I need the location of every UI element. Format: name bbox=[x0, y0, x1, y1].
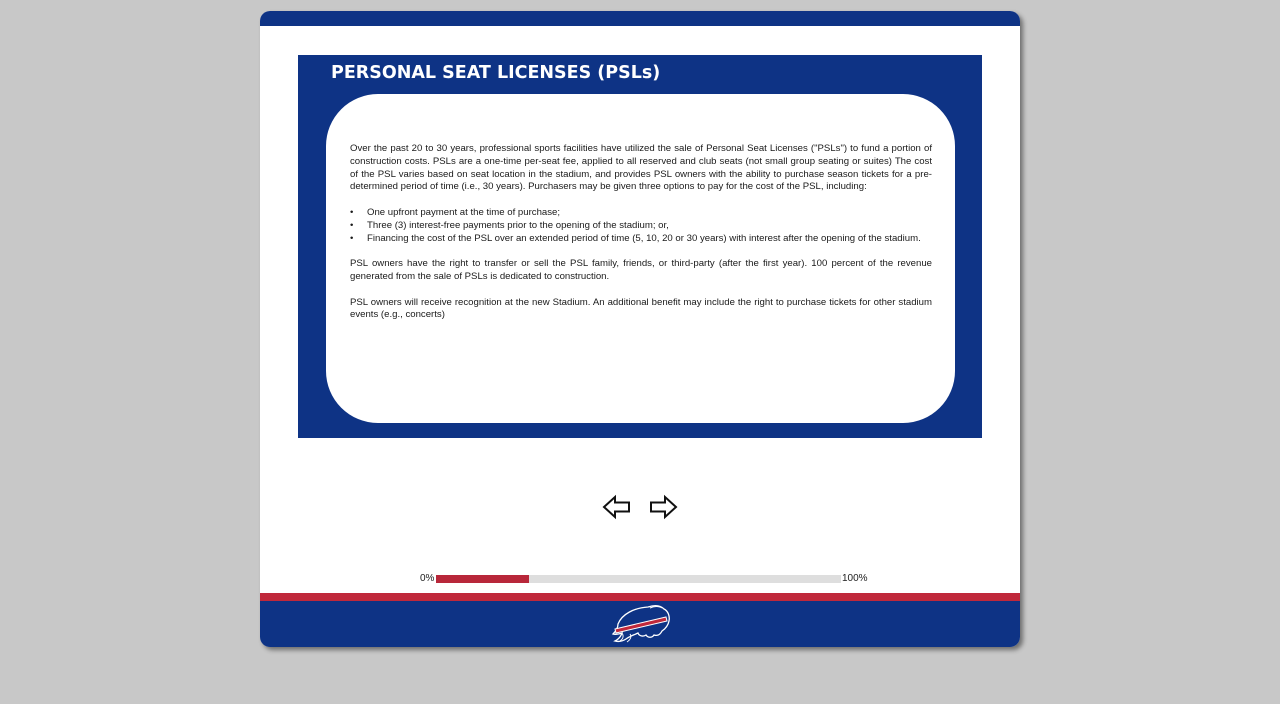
intro-paragraph: Over the past 20 to 30 years, professional sports facilities have utilized the sale of Personal Seat Licenses ("PSLs") to fund a portion of construction costs. PSLs are a one-time per-seat fee, applied to all reserved and club seats (not small group seating or suites) The cost of the PSL varies based on seat location in the stadium, and provides PSL owners with the ability to purchase season tickets for a pre-determined period of time (i.e., 30 years). Purchasers may be given three options to pay for the cost of the PSL, including: bbox=[350, 143, 932, 193]
recognition-paragraph: PSL owners will receive recognition at the new Stadium. An additional benefit may include the right to purchase tickets for other stadium events (e.g., concerts) bbox=[350, 296, 932, 321]
course-player bbox=[260, 11, 1020, 647]
bullet-icon: • bbox=[350, 219, 354, 231]
progress-fill bbox=[436, 575, 529, 583]
player-footer bbox=[260, 601, 1020, 647]
footer-red-stripe bbox=[260, 593, 1020, 601]
list-item bbox=[350, 220, 932, 233]
bullet-icon: • bbox=[350, 232, 354, 244]
list-item-text: Financing the cost of the PSL over an extended period of time (5, 10, 20 or 30 years) with interest after the opening of the stadium. bbox=[367, 232, 921, 244]
course-progress bbox=[420, 573, 870, 585]
transfer-paragraph: PSL owners have the right to transfer or sell the PSL family, friends, or third-party (after the first year). 100 percent of the revenue generated from the sale of PSLs is dedicated to construction. bbox=[350, 258, 932, 282]
bullet-icon: • bbox=[350, 206, 354, 218]
list-item bbox=[350, 207, 932, 220]
previous-slide-button[interactable] bbox=[602, 494, 632, 520]
arrow-left-outline-icon bbox=[602, 494, 632, 520]
progress-end-label: 100% bbox=[842, 573, 868, 584]
progress-track bbox=[436, 575, 841, 583]
slide bbox=[298, 55, 982, 438]
slide-navigation bbox=[602, 494, 678, 520]
arrow-right-outline-icon bbox=[648, 494, 678, 520]
payment-options-list bbox=[350, 207, 932, 245]
list-item-text: Three (3) interest-free payments prior to the opening of the stadium; or, bbox=[367, 219, 669, 231]
charging-buffalo-logo-icon bbox=[610, 602, 672, 644]
slide-body bbox=[350, 143, 932, 335]
slide-title: PERSONAL SEAT LICENSES (PSLs) bbox=[331, 63, 661, 83]
list-item bbox=[350, 233, 932, 246]
progress-start-label: 0% bbox=[420, 573, 435, 584]
list-item-text: One upfront payment at the time of purchase; bbox=[367, 206, 561, 218]
player-top-bar bbox=[260, 11, 1020, 26]
content-panel bbox=[326, 94, 955, 423]
next-slide-button[interactable] bbox=[648, 494, 678, 520]
